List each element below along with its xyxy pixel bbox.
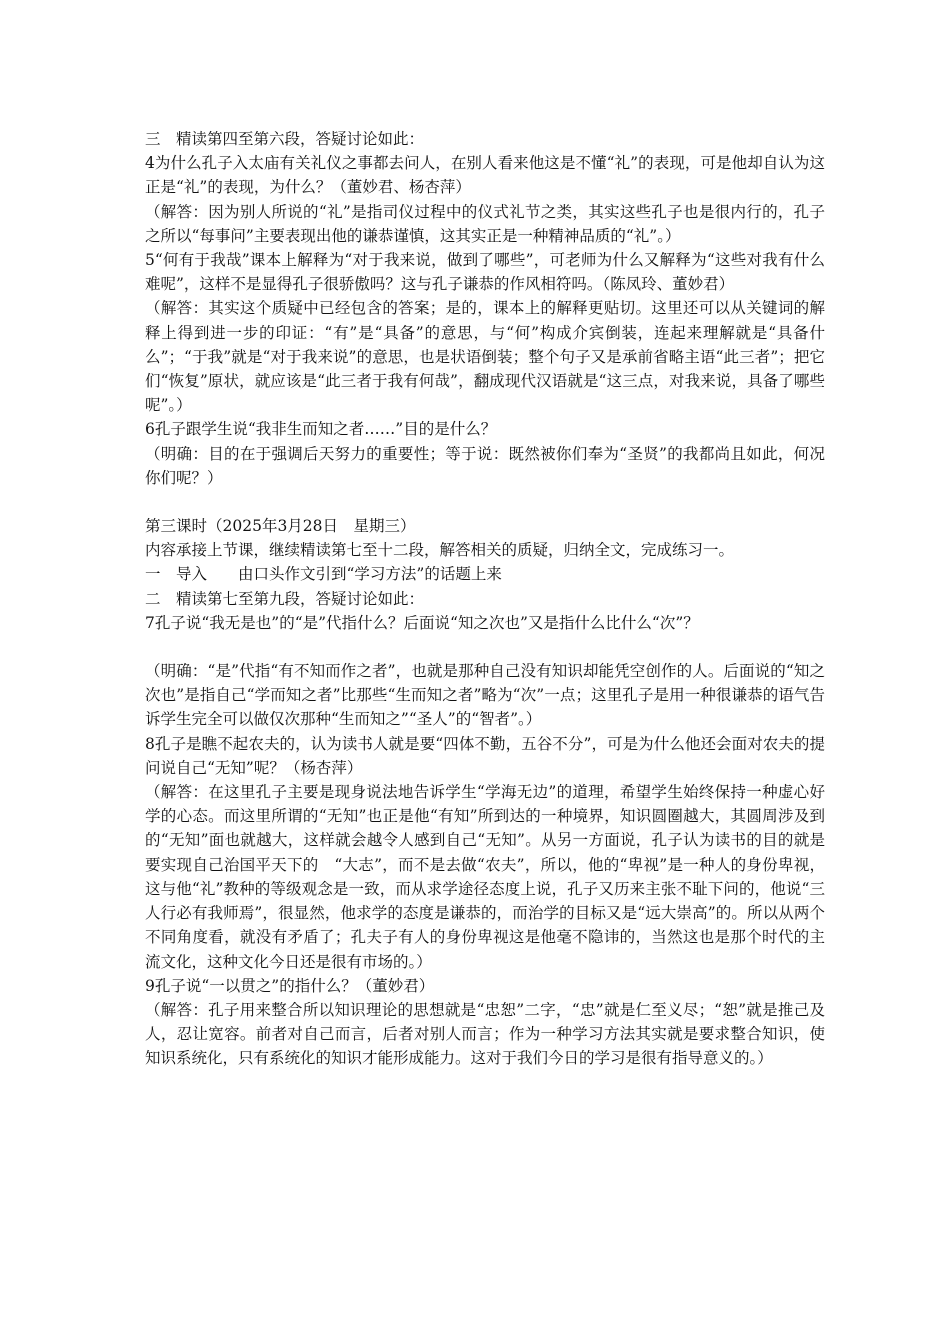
answer-paragraph: （解答：因为别人所说的“礼”是指司仪过程中的仪式礼节之类，其实这些孔子也是很内行的，孔子之所以“每事问”主要表现出他的谦恭谨慎，这其实正是一种精神品质的“礼”。）	[145, 202, 825, 245]
lesson-heading: 第三课时（2025年3月28日 星期三）	[145, 517, 416, 536]
question-paragraph: 8孔子是瞧不起农夫的，认为读书人就是要“四体不勤，五谷不分”，可是为什么他还会面对农夫的提问说自己“无知”呢？（杨杏萍）	[145, 734, 825, 777]
lesson-intro: 内容承接上节课，继续精读第七至十二段，解答相关的质疑，归纳全文，完成练习一。	[145, 541, 735, 560]
section-heading: 一 导入 由口头作文引到“学习方法”的话题上来	[145, 565, 502, 584]
blank-line	[145, 635, 825, 659]
section-heading: 三 精读第四至第六段，答疑讨论如此：	[145, 130, 425, 148]
question-paragraph: 9孔子说“一以贯之”的指什么？（董妙君）	[145, 976, 435, 995]
blank-line	[145, 490, 825, 514]
question-paragraph: 4为什么孔子入太庙有关礼仪之事都去问人，在别人看来他这是不懂“礼”的表现，可是他却自认为这正是“礼”的表现，为什么？（董妙君、杨杏萍）	[145, 154, 825, 197]
answer-paragraph: （明确：“是”代指“有不知而作之者”，也就是那种自己没有知识却能凭空创作的人。后面说的“知之次也”是指自己“学而知之者”比那些“生而知之者”略为“次”一点；这里孔子是用一种很谦恭的语气告诉学生完全可以做仅次那种“生而知之”“圣人”的“智者”。）	[145, 662, 825, 729]
question-paragraph: 7孔子说“我无是也”的“是”代指什么？后面说“知之次也”又是指什么比什么“次”？	[145, 613, 699, 632]
answer-paragraph: （明确：目的在于强调后天努力的重要性；等于说：既然被你们奉为“圣贤”的我都尚且如此，何况你们呢？）	[145, 444, 825, 487]
answer-paragraph: （解答：其实这个质疑中已经包含的答案；是的，课本上的解释更贴切。这里还可以从关键词的解释上得到进一步的印证：“有”是“具备”的意思，与“何”构成介宾倒装，连起来理解就是“具备什么”；“于我”就是“对于我来说”的意思，也是状语倒装；整个句子又是承前省略主语“此三者”；把它们“恢复”原状，就应该是“此三者于我有何哉”，翻成现代汉语就是“这三点，对我来说，具备了哪些呢”。）	[145, 299, 825, 415]
section-heading: 二 精读第七至第九段，答疑讨论如此：	[145, 589, 425, 608]
question-paragraph: 6孔子跟学生说“我非生而知之者……”目的是什么？	[145, 420, 497, 439]
answer-paragraph: （解答：孔子用来整合所以知识理论的思想就是“忠恕”二字，“忠”就是仁至义尽；“恕”就是推己及人，忍让宽容。前者对自己而言，后者对别人而言；作为一种学习方法其实就是要求整合知识，使知识系统化，只有系统化的知识才能形成能力。这对于我们今日的学习是很有指导意义的。）	[145, 1000, 825, 1068]
document-body	[145, 127, 825, 1071]
question-paragraph: 5“何有于我哉”课本上解释为“对于我来说，做到了哪些”，可老师为什么又解释为“这些对我有什么难呢”，这样不是显得孔子很骄傲吗？这与孔子谦恭的作风相符吗。（陈凤玲、董妙君）	[145, 251, 825, 294]
answer-paragraph: （解答：在这里孔子主要是现身说法地告诉学生“学海无边”的道理，希望学生始终保持一种虚心好学的心态。而这里所谓的“无知”也正是他“有知”所到达的一种境界，知识圆圈越大，其圆周涉及到的“无知”面也就越大，这样就会越令人感到自己“无知”。从另一方面说，孔子认为读书的目的就是要实现自己治国平天下的 “大志”，而不是去做“农夫”，所以，他的“卑视”是一种人的身份卑视，这与他“礼”教种的等级观念是一致，而从求学途径态度上说，孔子又历来主张不耻下问的，他说“三人行必有我师焉”，很显然，他求学的态度是谦恭的，而治学的目标又是“远大崇高”的。所以从两个不同角度看，就没有矛盾了；孔夫子有人的身份卑视这是他毫不隐讳的，当然这也是那个时代的主流文化，这种文化今日还是很有市场的。）	[145, 783, 825, 971]
